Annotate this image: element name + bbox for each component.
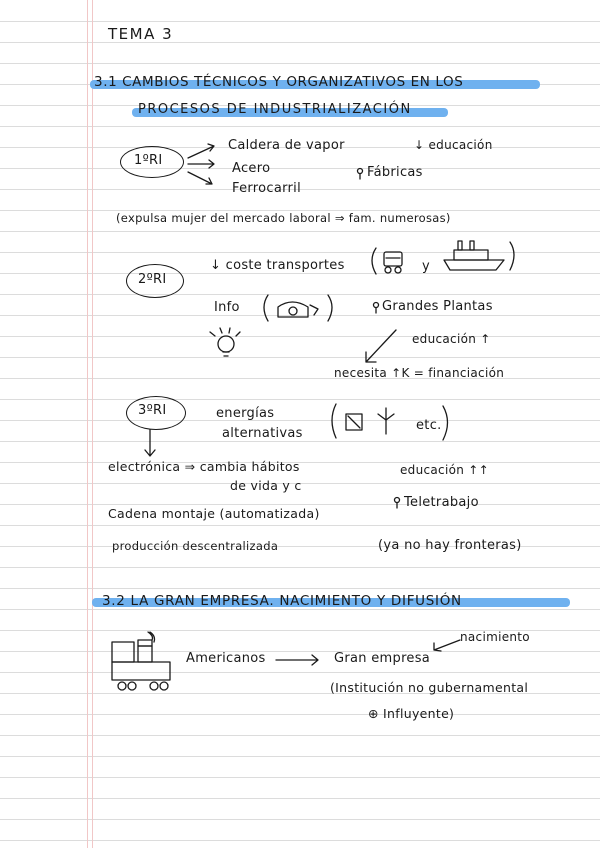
ri2-y: y <box>422 259 430 274</box>
ri2-costs: ↓ coste transportes <box>210 258 345 273</box>
close-paren <box>440 404 454 442</box>
ri1-footnote: (expulsa mujer del mercado laboral ⇒ fam. numerosas) <box>116 211 451 225</box>
ri1-label: 1ºRI <box>134 153 163 168</box>
ri1-item-ferrocarril: Ferrocarril <box>232 181 301 196</box>
ri2-label: 2ºRI <box>138 272 167 287</box>
ri3-label: 3ºRI <box>138 403 167 418</box>
influyente: ⊕ Influyente) <box>368 706 455 721</box>
section1-heading-line2: PROCESOS DE INDUSTRIALIZACIÓN <box>138 102 412 117</box>
ri1-fabricas: Fábricas <box>367 165 423 180</box>
ri1-arrows-icon <box>186 140 226 190</box>
pin-icon <box>356 167 366 181</box>
ship-icon <box>440 236 520 278</box>
arrow-down-left-icon <box>360 326 400 368</box>
locomotive-icon <box>108 626 180 694</box>
arrow-down-icon <box>142 428 158 460</box>
ri3-produccion: producción descentralizada <box>112 539 279 553</box>
margin-line-left <box>87 0 88 848</box>
ri3-electronica-2: de vida y c <box>230 478 302 493</box>
lightbulb-icon <box>206 326 246 362</box>
ri3-fronteras: (ya no hay fronteras) <box>378 538 522 553</box>
page-title: TEMA 3 <box>108 25 174 43</box>
ri3-energias-1: energías <box>216 406 275 421</box>
ri2-educacion: educación ↑ <box>412 332 491 346</box>
section2-heading: 3.2 LA GRAN EMPRESA. NACIMIENTO Y DIFUSIÓN <box>102 593 462 609</box>
ri3-energias-2: alternativas <box>222 426 303 441</box>
section1-heading-line1: 3.1 CAMBIOS TÉCNICOS Y ORGANIZATIVOS EN LOS <box>94 74 464 90</box>
americanos: Americanos <box>186 651 266 666</box>
ri2-necesita: necesita ↑K = financiación <box>334 366 505 380</box>
arrow-right-icon <box>274 652 324 668</box>
ri2-grandes-plantas: Grandes Plantas <box>382 299 493 314</box>
ri2-info: Info <box>214 300 240 315</box>
ri3-etc: etc. <box>416 418 442 433</box>
institucion: (Institución no gubernamental <box>330 680 529 695</box>
margin-line-right <box>92 0 93 848</box>
ri3-teletrabajo: Teletrabajo <box>404 495 479 510</box>
ri3-electronica-1: electrónica ⇒ cambia hábitos <box>108 459 300 474</box>
ri3-educacion: educación ↑↑ <box>400 463 489 477</box>
ri1-educacion: ↓ educación <box>414 138 493 152</box>
energy-icons <box>330 402 412 442</box>
telephone-icon <box>262 293 336 325</box>
arrow-down-left-icon <box>430 638 462 654</box>
ri1-item-caldera: Caldera de vapor <box>228 138 345 153</box>
pin-icon <box>393 496 403 510</box>
ri1-item-acero: Acero <box>232 161 271 176</box>
truck-icon <box>366 242 416 278</box>
ri3-cadena: Cadena montaje (automatizada) <box>108 506 320 521</box>
nacimiento: nacimiento <box>460 630 530 644</box>
gran-empresa: Gran empresa <box>334 651 431 666</box>
pin-icon <box>372 301 382 315</box>
